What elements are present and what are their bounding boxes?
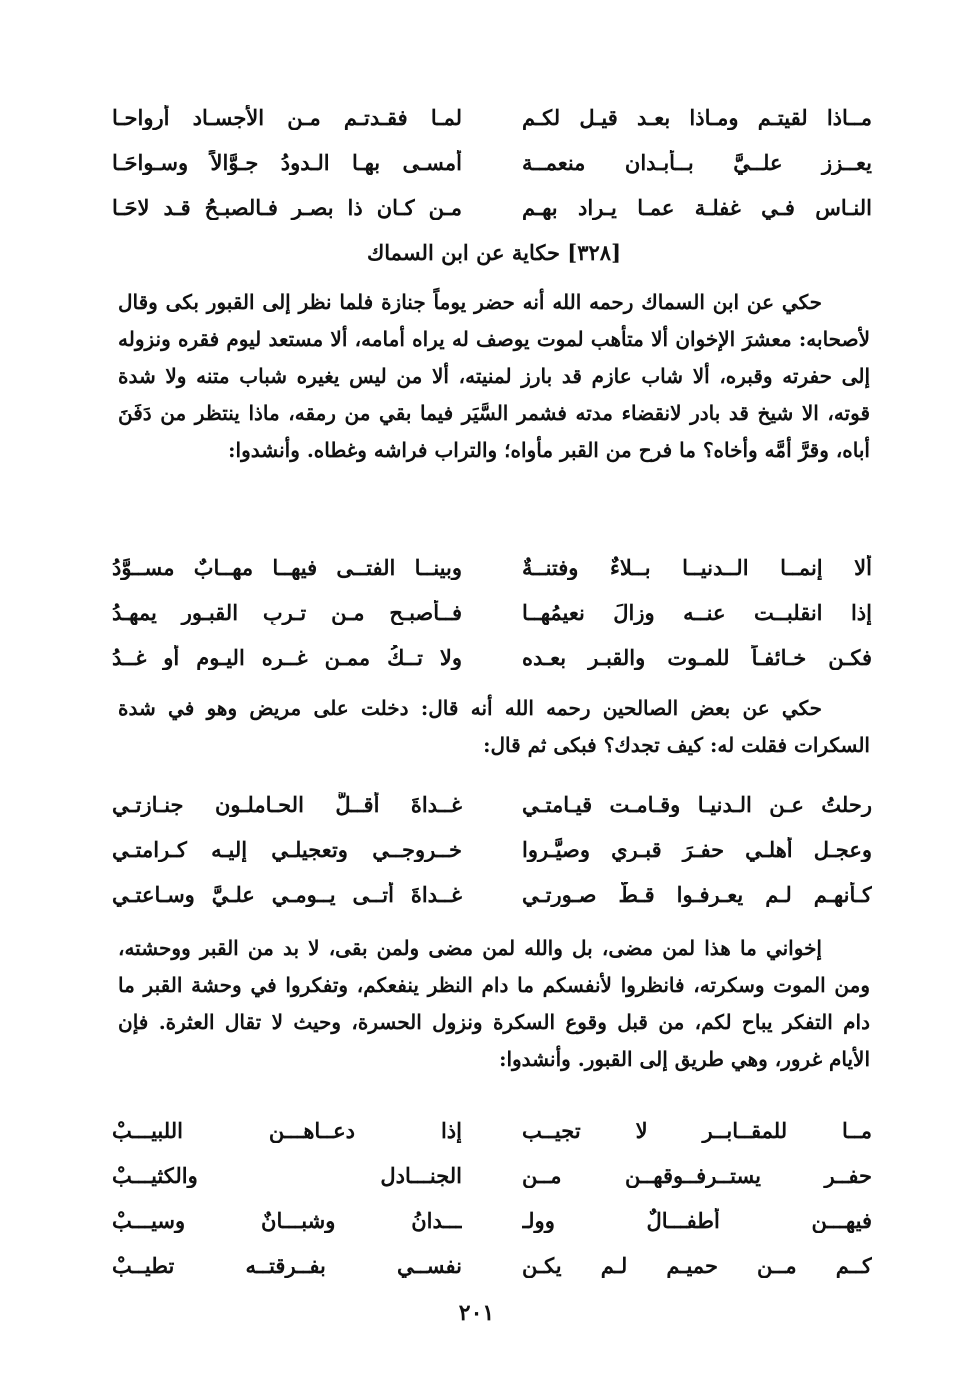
verse-first-hemistich: رحلتُ عـن الـدنيـا وقـامـت قيـامتـي xyxy=(522,792,872,817)
section-heading: [٣٢٨] حكاية عن ابن السماك xyxy=(366,240,622,265)
verse-first-hemistich: ألا إنمــا الــدنيــا بــلاءٌ وفتنــةٌ xyxy=(522,555,872,580)
poem-block-3 xyxy=(112,782,872,917)
verse xyxy=(112,590,872,635)
verse xyxy=(112,545,872,590)
verse-first-hemistich: مــا للمقــابــر لا تجيــب xyxy=(522,1118,872,1143)
prose-block-2 xyxy=(118,690,870,764)
verse-second-hemistich: نفســي بفــرقتــه تطيــبْ xyxy=(112,1253,462,1278)
poem-block-4 xyxy=(112,1108,872,1288)
verse-first-hemistich: فكـن خـائفـاً للمـوت والقبـر بعـده xyxy=(522,645,872,670)
prose-block-1 xyxy=(118,284,870,469)
paragraph: إخواني ما هذا لمن مضى، بل والله لمن مضى ولمن بقى، لا بد من القبر ووحشته، ومن الموت وسكرته، فانظروا لأنفسكم ما دام النظر ينفعكم، وتفكروا في وحشة القبر ما دام التفكر يباح لكم، من قبل وقوع السكرة ونزول الحسرة، وحيث لا تقال العثرة. فإن الأيام غرور، وهي طريق إلى القبور. وأنشدوا: xyxy=(118,936,870,1071)
verse xyxy=(112,782,872,827)
verse xyxy=(112,1198,872,1243)
verse xyxy=(112,95,872,140)
verse-first-hemistich: مــاذا لقيتـم ومـاذا بعـد قيـل لكـم xyxy=(522,105,872,130)
verse-first-hemistich: حفــر يستــرفــوقهــن مــن xyxy=(522,1163,872,1188)
verse-first-hemistich: كـأنهـم لـم يعـرفـوا قـطُّ صـورتـي xyxy=(522,882,872,907)
verse xyxy=(112,1243,872,1288)
verse-second-hemistich: أمسـى بهـا الـدودُ جـوَّالاً وسـواحَـا xyxy=(112,150,462,175)
verse-second-hemistich: إذا دعــاهـــن اللبيـــبْ xyxy=(112,1118,462,1143)
verse xyxy=(112,1153,872,1198)
poem-block-2 xyxy=(112,545,872,680)
poem-block-1 xyxy=(112,95,872,230)
verse xyxy=(112,140,872,185)
verse xyxy=(112,185,872,230)
verse-second-hemistich: غــداةَ أتــى يــومـي علـيَّ وسـاعتـي xyxy=(112,882,462,907)
page-number: ٢٠١ xyxy=(458,1300,495,1326)
verse-first-hemistich: فيهـــن أطفـــالٌ وولـ xyxy=(522,1208,872,1233)
verse-second-hemistich: مـن كـان ذا بصـرٍ فـالصبـحُ قـد لاحَـا xyxy=(112,195,462,220)
verse-second-hemistich: لمـا فقـدتـم مـن الأجسـاد أرواحـا xyxy=(112,105,462,130)
verse xyxy=(112,827,872,872)
paragraph: حكي عن ابن السماك رحمه الله أنه حضر يوماً جنازة فلما نظر إلى القبور بكى وقال لأصحابه: معشرَ الإخوان ألا متأهب لموت يوصف له يراه أمامه، ألا مستعد ليوم فقره ونزوله إلى حفرته وقبره، ألا شاب عازم قد بارز لمنيته، ألا من ليس يغيره شباب متنه ولا شدة قوته، الا شيخ قد بادر لانقضاء مدته فشمر السَّيَر فيما بقي من رمقه، ماذا ينتظر من دَفَنَ أباه، وقرَّ أمَّه وأخاه؟ ما فرح من القبر مأواه؛ والتراب فراشه وغطاه. وأنشدوا: xyxy=(118,290,870,462)
verse-second-hemistich: ـــدانُ وشبـــانٌ وسيـــبْ xyxy=(112,1208,462,1233)
verse-second-hemistich: ولا تــكُ ممـن غــره اليـوم أو غــدُ xyxy=(112,645,462,670)
verse xyxy=(112,635,872,680)
verse-second-hemistich: وبينــا الفتــى فيهــا مهــابٌ مســوَّدُ xyxy=(112,555,462,580)
verse-second-hemistich: الجنـــادل والكثيـــبْ xyxy=(112,1163,462,1188)
verse-first-hemistich: إذا انقلبــت عنــه وزالَ نعيمُهــا xyxy=(522,600,872,625)
paragraph: حكي عن بعض الصالحين رحمه الله أنه قال: دخلت على مريض وهو في شدة السكرات فقلت له: كيف تجدك؟ فبكى ثم قال: xyxy=(118,696,870,757)
verse-second-hemistich: خــروجــي وتعجيلـي إليـه كـرامتـي xyxy=(112,837,462,862)
prose-block-3 xyxy=(118,930,870,1078)
verse xyxy=(112,1108,872,1153)
verse-second-hemistich: غــداةَ أقــلَّ الحـاملـون جنـازتـي xyxy=(112,792,462,817)
verse-first-hemistich: يعــزز علــيَّ بــأبـدان منعمــة xyxy=(522,150,872,175)
verse-first-hemistich: كــم مــن حميـم لـم يكـن xyxy=(522,1253,872,1278)
verse-first-hemistich: النـاس فـي غفلـة عمـا يـراد بهـم xyxy=(522,195,872,220)
verse-second-hemistich: فــأصبـح مـن تـربِ القبـور يمهـدُ xyxy=(112,600,462,625)
verse-first-hemistich: وعجـل أهلـي حفـرَ قبـري وصيَّـروا xyxy=(522,837,872,862)
verse xyxy=(112,872,872,917)
